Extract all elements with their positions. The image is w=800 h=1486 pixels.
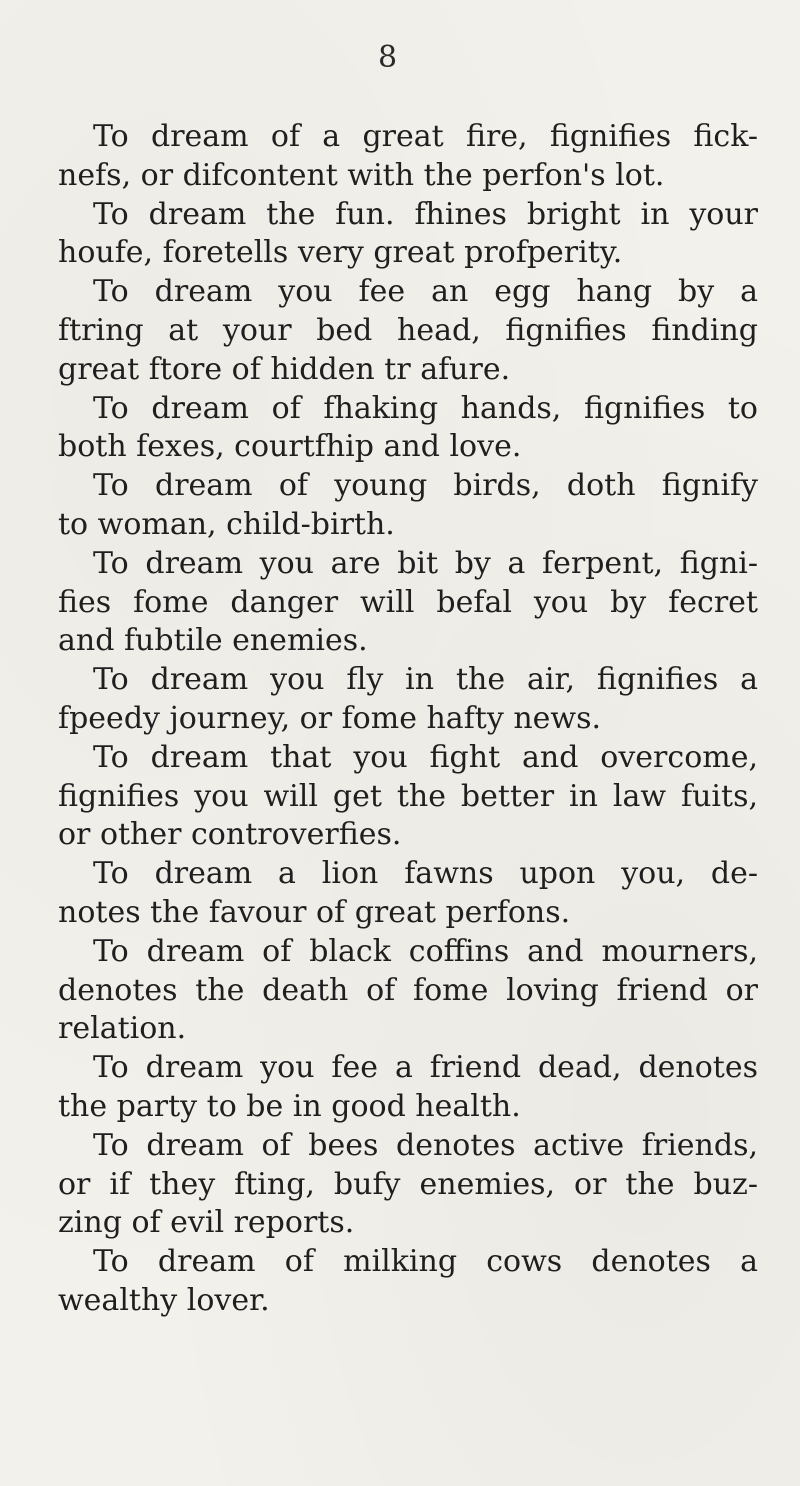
- text-line: To dream of young birds, doth fignify: [93, 468, 758, 504]
- text-line: houfe, foretells very great profperity.: [58, 235, 623, 271]
- text-line: nefs, or difcontent with the perfon's lot.: [58, 157, 665, 193]
- text-line: To dream you fee a friend dead, denotes: [93, 1050, 758, 1086]
- text-line: denotes the death of fome loving friend or: [58, 972, 758, 1008]
- page-body-text: [58, 118, 758, 1321]
- text-line: fpeedy journey, or fome hafty news.: [58, 700, 602, 736]
- text-line: both fexes, courtfhip and love.: [58, 429, 522, 465]
- text-line: or other controverfies.: [58, 817, 402, 853]
- text-line: To dream that you fight and overcome,: [93, 739, 758, 775]
- page-number: 8: [378, 40, 399, 75]
- text-line: To dream of fhaking hands, fignifies to: [93, 390, 758, 426]
- text-line: notes the favour of great perfons.: [58, 894, 571, 930]
- text-line: relation.: [58, 1011, 187, 1047]
- text-line: fies fome danger will befal you by fecret: [58, 584, 758, 620]
- text-line: the party to be in good health.: [58, 1088, 521, 1124]
- text-line: zing of evil reports.: [58, 1205, 355, 1241]
- text-line: To dream of bees denotes active friends,: [93, 1127, 758, 1163]
- text-line: To dream of milking cows denotes a: [93, 1244, 758, 1280]
- text-line: To dream of black coffins and mourners,: [93, 933, 758, 969]
- text-line: to woman, child-birth.: [58, 506, 395, 542]
- text-line: To dream a lion fawns upon you, de-: [93, 856, 758, 892]
- text-line: To dream you are bit by a ferpent, figni-: [93, 545, 758, 581]
- text-line: ftring at your bed head, fignifies finding: [58, 312, 758, 348]
- text-line: or if they fting, bufy enemies, or the buz-: [58, 1166, 758, 1202]
- text-line: and fubtile enemies.: [58, 623, 368, 659]
- text-line: To dream of a great fire, fignifies fick-: [93, 119, 758, 154]
- text-line: fignifies you will get the better in law fuits,: [58, 778, 758, 814]
- text-line: To dream you fee an egg hang by a: [93, 274, 758, 310]
- text-line: To dream the fun. fhines bright in your: [93, 196, 758, 232]
- text-line: wealthy lover.: [58, 1282, 270, 1318]
- text-line: To dream you fly in the air, fignifies a: [93, 662, 758, 698]
- text-line: great ftore of hidden tr afure.: [58, 351, 511, 387]
